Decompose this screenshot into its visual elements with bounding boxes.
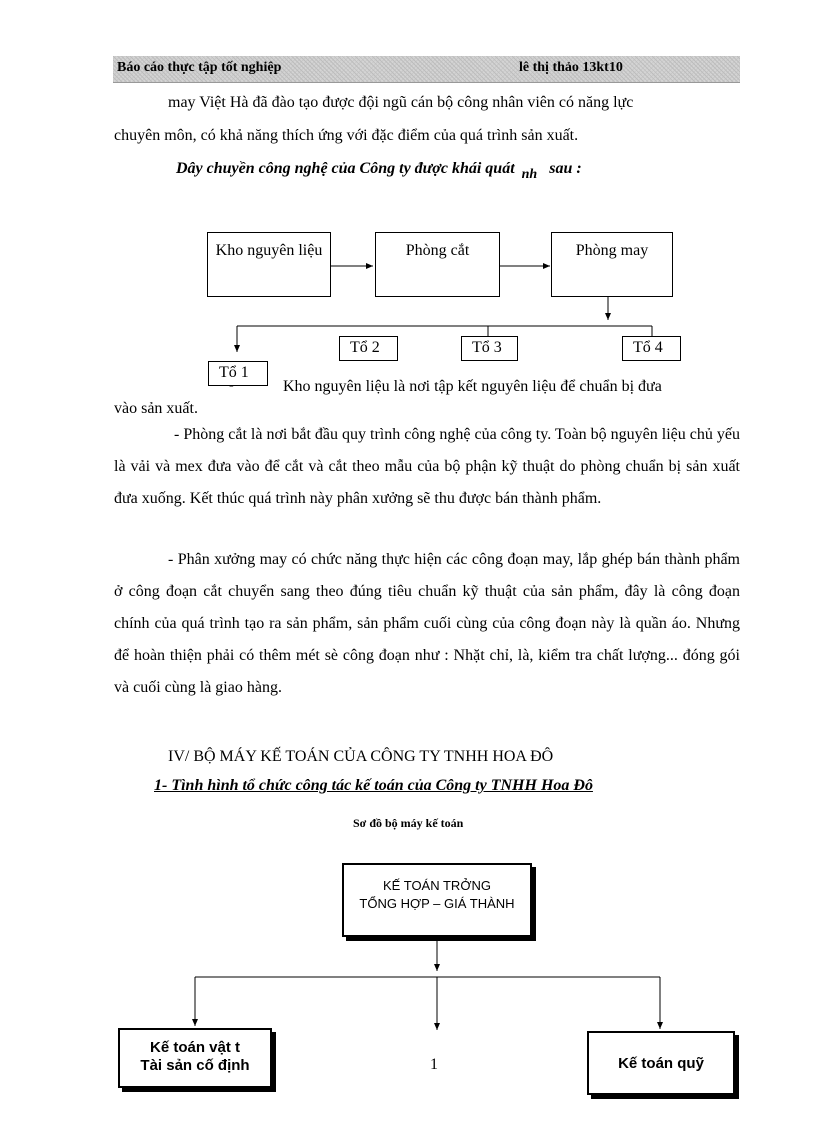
org-box-chief-accountant	[342, 863, 532, 937]
box-kho-nguyen-lieu: Kho nguyên liệu	[207, 232, 331, 297]
flow-subtitle-after: sau :	[549, 160, 582, 177]
org-box-cash-accountant: Kế toán quỹ	[587, 1031, 735, 1095]
org-chief-line-1: KẾ TOÁN TRỞNG	[383, 878, 491, 893]
org-box-material-asset	[118, 1028, 272, 1088]
section-heading: IV/ BỘ MÁY KẾ TOÁN CỦA CÔNG TY TNHH HOA ĐÔ	[168, 748, 554, 765]
header-report-title: Báo cáo thực tập tốt nghiệp	[117, 60, 282, 75]
org-chief-line-2: TỔNG HỢP – GIÁ THÀNH	[359, 896, 515, 911]
org-left-line-2: Tài sản cố định	[140, 1057, 250, 1074]
p1-dash: -	[229, 378, 234, 393]
intro-line-1: may Việt Hà đã đào tạo được đội ngũ cán bộ công nhân viên có năng lực	[168, 94, 634, 111]
team-1-box: Tổ 1	[208, 361, 268, 386]
box-phong-cat: Phòng cắt	[375, 232, 500, 297]
intro-line-2: chuyên môn, có khả năng thích ứng với đặc điểm của quá trình sản xuất.	[114, 127, 579, 144]
section-subheading: 1- Tình hình tổ chức công tác kế toán của Công ty TNHH Hoa Đô	[154, 777, 593, 794]
p1-line-1: Kho nguyên liệu là nơi tập kết nguyên liệu để chuẩn bị đưa	[283, 378, 662, 395]
p2-paragraph: - Phòng cắt là nơi bắt đầu quy trình công nghệ của công ty. Toàn bộ nguyên liệu chủ yếu là vải và mex đưa vào để cắt và cắt theo mẫu của bộ phận kỹ thuật do phòng chuẩn bị sản xuất đưa xuống. Kết thúc quá trình này phân xưởng sẽ thu được bán thành phẩm.	[114, 426, 740, 507]
box-phong-may: Phòng may	[551, 232, 673, 297]
p1-line-2: vào sản xuất.	[114, 400, 198, 417]
p3-paragraph: - Phân xưởng may có chức năng thực hiện các công đoạn may, lắp ghép bán thành phẩm ở công đoạn cắt chuyển sang theo đúng tiêu chuẩn kỹ thuật của sản phẩm, đây là công đoạn chính của quá trình tạo ra sản phẩm, sản phẩm cuối cùng của công đoạn này là quần áo. Nhưng để hoàn thiện phải có thêm mét sè công đoạn như : Nhặt chỉ, là, kiểm tra chất lượng... đóng gói và cuối cùng là giao hàng.	[114, 551, 740, 696]
flow-subtitle-text: Dây chuyền công nghệ của Công ty được khái quát	[176, 160, 515, 177]
header-author: lê thị thảo 13kt10	[519, 60, 623, 75]
team-3-box: Tổ 3	[461, 336, 518, 361]
org-left-line-1: Kế toán vật t	[149, 1039, 240, 1056]
org-chart-title: Sơ đồ bộ máy kế toán	[353, 816, 464, 830]
team-4-box: Tổ 4	[622, 336, 681, 361]
flow-subtitle-nh: nh	[521, 167, 538, 182]
page-number: 1	[430, 1056, 438, 1073]
team-2-box: Tổ 2	[339, 336, 398, 361]
